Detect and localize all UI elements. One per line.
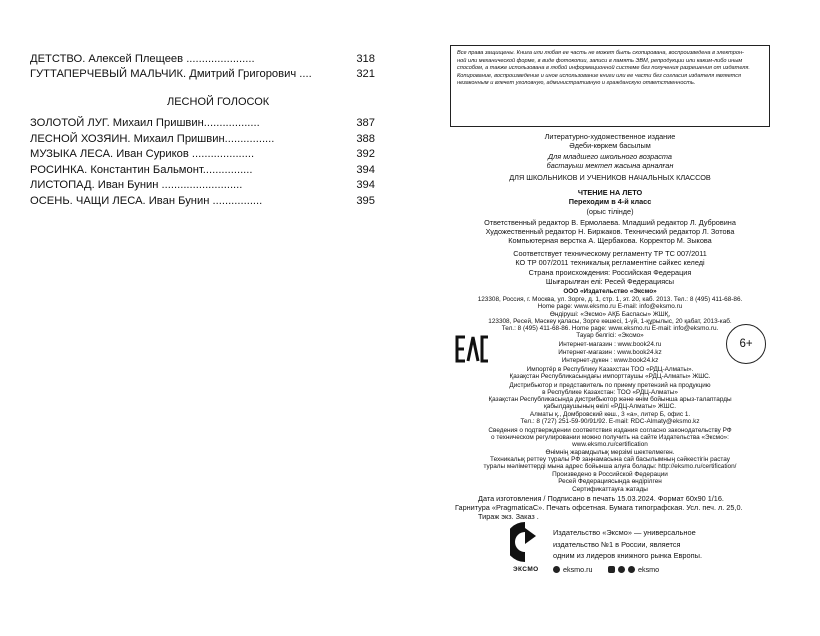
book-language: (орыс тілінде) <box>586 207 634 216</box>
origin-line: Страна происхождения: Российская Федерация <box>528 268 692 277</box>
toc-entry <box>30 132 375 146</box>
age-rating-badge: 6+ <box>726 324 766 364</box>
editors-line: Ответственный редактор В. Ермолаева. Младший редактор Л. Дубровина <box>484 218 736 227</box>
book-title: ЧТЕНИЕ НА ЛЕТО <box>577 188 643 197</box>
toc-title: РОСИНКА. Константин Бальмонт................ <box>30 164 253 176</box>
regulation-line: Соответствует техническому регламенту ТР ТС 007/2011 <box>513 249 707 258</box>
toc-section-title: ЛЕСНОЙ ГОЛОСОК <box>167 96 270 108</box>
importer-line: Импортёр в Республику Казахстан ТОО «РДЦ-Алматы». <box>526 366 694 373</box>
globe-icon <box>553 566 560 573</box>
vk-icon <box>608 566 615 573</box>
toc-title: ДЕТСТВО. Алексей Плещеев ...................... <box>30 53 255 65</box>
importer-line: Қазақстан Республикасындағы импорттаушы «РДЦ-Алматы» ЖШС. <box>509 373 711 380</box>
toc-title: ЛИСТОПАД. Иван Бунин .......................... <box>30 179 243 191</box>
certification-line: Өнімнің жарамдылық мерзімі шектелмеген. <box>545 449 675 456</box>
toc-page: 394 <box>356 164 375 176</box>
internet-shop: Интернет-магазин : www.book24.kz <box>558 349 662 356</box>
certification-line: Сведения о подтверждении соответствия издания согласно законодательству РФ <box>488 427 732 434</box>
certification-line: о техническом регулировании можно получить на сайте Издательства «Эксмо»: <box>491 434 729 441</box>
rights-line: способом, а также использована в любой информационной системе без получения разрешения от издателя. <box>457 65 750 72</box>
age-group-ru: Для младшего школьного возраста <box>548 152 672 161</box>
toc-page: 395 <box>356 195 375 207</box>
rights-line: Все права защищены. Книга или любая ее часть не может быть скопирована, воспроизведена в электрон- <box>457 50 744 56</box>
print-info-line: Гарнитура «PragmaticaC». Печать офсетная. Бумага типографская. Усл. печ. л. 25,0. <box>455 503 743 512</box>
certification-line: Произведено в Российской Федерации <box>552 471 668 478</box>
publisher-line: Тауар белгісі: «Эксмо» <box>576 332 644 339</box>
book-subtitle: Переходим в 4-й класс <box>568 197 652 206</box>
toc-title: МУЗЫКА ЛЕСА. Иван Суриков .................... <box>30 148 255 160</box>
importer-line: қабылдаушының өкілі «РДЦ-Алматы» ЖШС. <box>544 403 676 410</box>
rights-line: ной или механической форме, в виде фотокопии, записи в память ЭВМ, репродукции или каким-либо иным <box>457 57 743 64</box>
internet-shop: Интернет-магазин : www.book24.ru <box>558 341 662 348</box>
publisher-description <box>553 527 713 562</box>
audience: ДЛЯ ШКОЛЬНИКОВ И УЧЕНИКОВ НАЧАЛЬНЫХ КЛАССОВ <box>509 173 711 182</box>
importer-line: в Республике Казахстан: ТОО «РДЦ-Алматы» <box>542 389 678 396</box>
importer-line: Дистрибьютор и представитель по приему претензий на продукцию <box>509 382 711 389</box>
eac-mark-icon <box>455 334 489 369</box>
site-text: eksmo.ru <box>563 565 593 574</box>
telegram-icon <box>628 566 635 573</box>
origin-line: Шығарылған елі: Ресей Федерациясы <box>545 277 675 286</box>
toc-entry <box>30 52 375 66</box>
toc-title: ОСЕНЬ. ЧАЩИ ЛЕСА. Иван Бунин ................ <box>30 195 263 207</box>
certification-line: www.eksmo.ru/certification <box>572 441 648 448</box>
editors-line: Компьютерная верстка А. Щербакова. Корректор М. Зыкова <box>508 236 712 245</box>
toc-entry <box>30 116 375 130</box>
toc-page: 392 <box>356 148 375 160</box>
regulation-line: КО ТР 007/2011 техникалық регламентіне сәйкес келеді <box>515 258 705 267</box>
genre-ru: Литературно-художественное издание <box>544 132 676 141</box>
desc-line: издательство №1 в России, является <box>553 539 681 549</box>
logo-wordmark: ЭКСМО <box>513 566 539 573</box>
certification-line: Ресей Федерациясында өндірілген <box>558 478 662 485</box>
rights-line: незаконным и влечет уголовную, административную и гражданскую ответственность. <box>457 80 696 87</box>
toc-entry <box>30 67 375 81</box>
importer-line: Алматы қ., Домбровский көш., 3 «а», литер Б, офис 1. <box>529 411 691 418</box>
certification-line: туралы мәліметтерді мына адрес бойынша алуға болады: http://eksmo.ru/certification/ <box>483 463 737 470</box>
toc-entry <box>30 194 375 208</box>
toc-title: ЛЕСНОЙ ХОЗЯИН. Михаил Пришвин................ <box>30 133 275 145</box>
publisher-line: Home page: www.eksmo.ru E-mail: info@eksmo.ru <box>537 303 683 310</box>
toc-entry <box>30 147 375 161</box>
publisher-line: 123308, Россия, г. Москва, ул. Зорге, д. 1, стр. 1, эт. 20, каб. 2013. Тел.: 8 (495) 411-68-86. <box>477 296 743 303</box>
ok-icon <box>618 566 625 573</box>
importer-line: Тел.: 8 (727) 251-59-90/91/92. E-mail: RDC-Almaty@eksmo.kz <box>520 418 700 425</box>
toc-title: ГУТТАПЕРЧЕВЫЙ МАЛЬЧИК. Дмитрий Григорович .... <box>30 68 312 80</box>
toc-title: ЗОЛОТОЙ ЛУГ. Михаил Пришвин.................. <box>30 117 260 129</box>
toc-page: 394 <box>356 179 375 191</box>
toc-page: 321 <box>356 68 375 80</box>
eksmo-logo-icon <box>510 520 540 569</box>
editors-line: Художественный редактор Н. Биржаков. Технический редактор Л. Зотова <box>485 227 735 236</box>
publisher-name: ООО «Издательство «Эксмо» <box>563 288 657 295</box>
certification-line: Техникалық реттеу туралы РФ заңнамасына сай басылымның сәйкестігін растау <box>490 456 730 463</box>
desc-line: Издательство «Эксмо» — универсальное <box>553 528 696 537</box>
toc-page: 318 <box>356 53 375 65</box>
print-info-line: Дата изготовления / Подписано в печать 15.03.2024. Формат 60x90 1/16. <box>478 494 724 503</box>
social-handle: eksmo <box>638 565 660 574</box>
rights-notice-box <box>450 45 770 127</box>
importer-line: Қазақстан Республикасында дистрибьютор және өнім бойынша арыз-талаптарды <box>488 396 732 403</box>
toc-entry <box>30 163 375 177</box>
rights-line: Копирование, воспроизведение и иное использование книги или ее части без согласия издателя является <box>457 72 742 79</box>
age-group-kz: бастауыш мектеп жасына арналған <box>546 161 674 170</box>
social-links[interactable] <box>608 565 659 574</box>
certification-line: Сертификаттауға жатады <box>572 486 648 493</box>
genre-kz: Әдеби-көркем басылым <box>569 141 651 150</box>
toc-page: 388 <box>356 133 375 145</box>
publisher-line: Өндіруші: «Эксмо» АҚБ Баспасы» ЖШҚ, <box>549 311 671 318</box>
internet-shop: Интернет-дүкен : www.book24.kz <box>561 357 659 364</box>
print-info-line: Тираж экз. Заказ . <box>478 512 539 521</box>
toc-page: 387 <box>356 117 375 129</box>
site-link[interactable] <box>553 565 593 574</box>
publisher-line: 123308, Ресей, Мәскеу қаласы, Зорге көшесі, 1-үй, 1-құрылыс, 20 қабат, 2013-каб. <box>488 318 732 325</box>
publisher-line: Тел.: 8 (495) 411-68-86. Home page: www.eksmo.ru E-mail: info@eksmo.ru. <box>501 325 719 332</box>
toc-entry <box>30 178 375 192</box>
desc-line: одним из лидеров книжного рынка Европы. <box>553 551 703 560</box>
